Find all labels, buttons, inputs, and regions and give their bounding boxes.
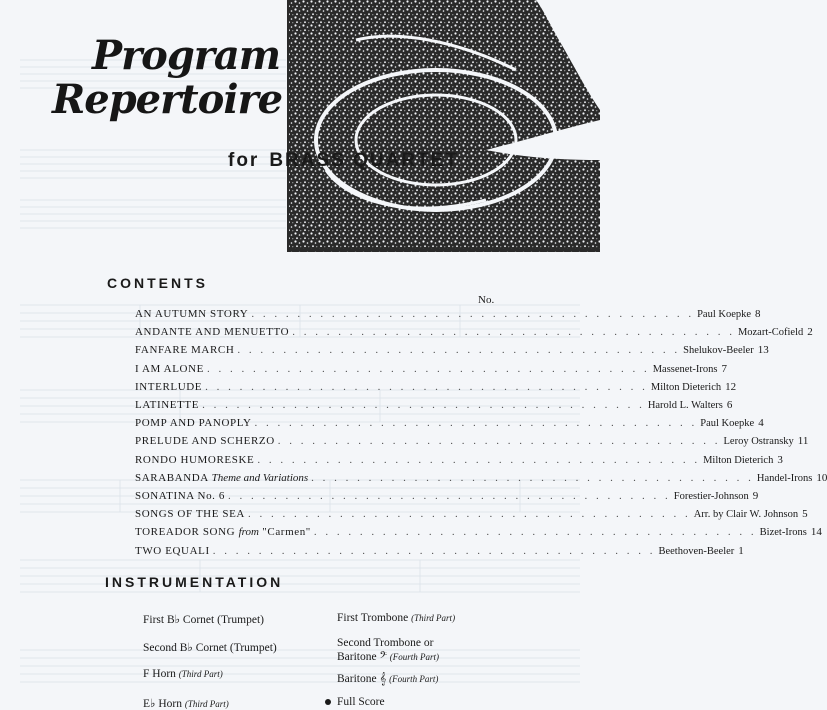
piece-number: 6 bbox=[726, 399, 733, 411]
piece-title-text: I AM ALONE bbox=[135, 362, 204, 375]
piece-author: Massenet-Irons bbox=[652, 363, 718, 375]
leader-dots: . . . . . . . . . . . . . . . . . . . . . . . . . . . . . . . . . . . . . . . bbox=[254, 417, 698, 430]
instrument-name: E♭ Horn bbox=[143, 698, 182, 710]
title-program: Program bbox=[92, 32, 281, 79]
leader-dots: . . . . . . . . . . . . . . . . . . . . . . . . . . . . . . . . . . . . . . . bbox=[277, 435, 721, 448]
contents-row bbox=[135, 526, 822, 542]
piece-author: Arr. by Clair W. Johnson bbox=[693, 509, 799, 521]
piece-title-text: POMP AND PANOPLY bbox=[135, 417, 252, 430]
piece-title-text: AN AUTUMN STORY bbox=[135, 308, 249, 320]
leader-dots: . . . . . . . . . . . . . . . . . . . . . . . . . . . . . . . . . . . . . . . bbox=[311, 471, 754, 484]
instrument-name: Second Trombone or bbox=[337, 637, 434, 649]
piece-number: 8 bbox=[755, 308, 761, 320]
leader-dots: . . . . . . . . . . . . . . . . . . . . . . . . . . . . . . . . . . . . . . . bbox=[206, 362, 650, 375]
piece-title bbox=[135, 381, 202, 393]
instrument-item bbox=[143, 696, 229, 710]
piece-author: Mozart-Cofield bbox=[737, 327, 804, 339]
horn-artwork bbox=[286, 0, 600, 252]
piece-author: Bizet-Irons bbox=[759, 527, 807, 539]
instrument-name: First B♭ Cornet (Trumpet) bbox=[143, 614, 264, 626]
instrument-item bbox=[143, 668, 223, 680]
contents-row bbox=[135, 508, 808, 524]
piece-title-text: INTERLUDE bbox=[135, 380, 203, 393]
piece-title bbox=[135, 526, 311, 538]
instrument-item bbox=[337, 673, 438, 686]
instrumentation-heading: INSTRUMENTATION bbox=[105, 574, 284, 590]
subtitle bbox=[228, 150, 459, 172]
piece-title-text: FANFARE MARCH bbox=[135, 344, 235, 357]
contents-row bbox=[135, 308, 761, 324]
piece-title-text: SARABANDA bbox=[135, 471, 209, 484]
piece-author: Leroy Ostransky bbox=[723, 436, 794, 448]
piece-title-text: TWO EQUALI bbox=[135, 544, 210, 557]
piece-author: Handel-Irons bbox=[756, 472, 813, 484]
piece-title-text: PRELUDE AND SCHERZO bbox=[135, 435, 275, 448]
piece-number: 5 bbox=[802, 508, 808, 521]
piece-title-text: SONATINA No. 6 bbox=[135, 490, 225, 502]
leader-dots: . . . . . . . . . . . . . . . . . . . . . . . . . . . . . . . . . . . . . . . bbox=[251, 308, 695, 320]
piece-title bbox=[135, 508, 245, 520]
piece-title bbox=[135, 472, 308, 484]
piece-number: 12 bbox=[725, 380, 737, 393]
contents-row bbox=[135, 326, 813, 342]
piece-number: 13 bbox=[757, 344, 769, 357]
leader-dots: . . . . . . . . . . . . . . . . . . . . . . . . . . . . . . . . . . . . . . . bbox=[205, 380, 648, 393]
piece-title bbox=[135, 417, 252, 429]
subtitle-for: for bbox=[228, 150, 260, 171]
instrument-name: Second B♭ Cornet (Trumpet) bbox=[143, 642, 277, 654]
piece-number: 4 bbox=[758, 417, 764, 430]
piece-title bbox=[135, 326, 289, 338]
contents-row bbox=[135, 435, 809, 451]
piece-author: Paul Koepke bbox=[700, 418, 755, 430]
instrument-item bbox=[337, 612, 455, 624]
piece-number: 10 bbox=[816, 471, 827, 484]
piece-author: Shelukov-Beeler bbox=[683, 345, 754, 357]
leader-dots: . . . . . . . . . . . . . . . . . . . . . . . . . . . . . . . . . . . . . . . bbox=[237, 344, 681, 357]
leader-dots: . . . . . . . . . . . . . . . . . . . . . . . . . . . . . . . . . . . . . . . bbox=[228, 490, 671, 502]
leader-dots: . . . . . . . . . . . . . . . . . . . . . . . . . . . . . . . . . . . . . . . bbox=[313, 526, 757, 539]
title-block bbox=[52, 34, 282, 122]
instrument-item bbox=[143, 612, 264, 626]
piece-title bbox=[135, 545, 210, 557]
piece-author: Harold L. Walters bbox=[647, 400, 723, 411]
contents-row bbox=[135, 344, 769, 360]
piece-title bbox=[135, 399, 199, 411]
contents-row bbox=[135, 399, 733, 415]
contents-row bbox=[135, 380, 737, 397]
leader-dots: . . . . . . . . . . . . . . . . . . . . . . . . . . . . . . . . . . . . . . . bbox=[292, 326, 735, 339]
piece-subtitle: from bbox=[238, 526, 259, 539]
contents-row bbox=[135, 362, 727, 379]
instrument-item bbox=[337, 637, 433, 649]
contents-row bbox=[135, 544, 744, 561]
instrument-name: Baritone 𝄞 bbox=[337, 673, 387, 685]
piece-title-text: RONDO HUMORESKE bbox=[135, 453, 255, 466]
piece-number: 2 bbox=[807, 326, 813, 339]
contents-row bbox=[135, 490, 759, 506]
contents-row bbox=[135, 471, 827, 488]
contents-row bbox=[135, 417, 764, 433]
subtitle-brass-quartet: BRASS QUARTET bbox=[269, 150, 459, 171]
contents-row bbox=[135, 453, 783, 470]
instrument-name: Baritone 𝄢 bbox=[337, 651, 387, 663]
piece-title-text: SONGS OF THE SEA bbox=[135, 508, 245, 521]
piece-number: 11 bbox=[797, 435, 809, 448]
instrument-name: F Horn bbox=[143, 668, 176, 680]
instrument-part-note: (Fourth Part) bbox=[389, 674, 439, 684]
piece-author: Paul Koepke bbox=[697, 309, 752, 320]
instrument-item bbox=[143, 640, 277, 654]
piece-author: Beethoven-Beeler bbox=[658, 545, 735, 557]
piece-title-text: LATINETTE bbox=[135, 399, 200, 411]
piece-title bbox=[135, 363, 204, 375]
piece-title-text: TOREADOR SONG bbox=[135, 526, 236, 539]
instrument-part-note: (Third Part) bbox=[178, 669, 223, 679]
piece-subtitle-quote: "Carmen" bbox=[262, 526, 311, 539]
no-column-label: No. bbox=[478, 294, 495, 306]
piece-author: Forestier-Johnson bbox=[673, 491, 749, 502]
piece-title bbox=[135, 344, 234, 356]
instrument-part-note: (Third Part) bbox=[184, 699, 229, 709]
piece-number: 7 bbox=[721, 362, 727, 375]
piece-number: 14 bbox=[810, 526, 822, 539]
instrument-part-note: (Third Part) bbox=[411, 613, 456, 623]
piece-number: 3 bbox=[777, 453, 783, 466]
leader-dots: . . . . . . . . . . . . . . . . . . . . . . . . . . . . . . . . . . . . . . . bbox=[202, 399, 645, 411]
piece-title bbox=[135, 454, 254, 466]
piece-author: Milton Dieterich bbox=[703, 454, 774, 466]
piece-title bbox=[135, 435, 275, 447]
piece-title bbox=[135, 308, 248, 320]
piece-title bbox=[135, 490, 225, 502]
instrument-name: First Trombone bbox=[337, 612, 409, 624]
instrument-part-note: (Fourth Part) bbox=[389, 652, 439, 662]
contents-heading: CONTENTS bbox=[107, 275, 208, 291]
piece-number: 9 bbox=[752, 490, 759, 502]
leader-dots: . . . . . . . . . . . . . . . . . . . . . . . . . . . . . . . . . . . . . . . bbox=[257, 453, 701, 466]
piece-number: 1 bbox=[738, 544, 744, 557]
leader-dots: . . . . . . . . . . . . . . . . . . . . . . . . . . . . . . . . . . . . . . . bbox=[212, 544, 656, 557]
bullet-icon bbox=[325, 699, 331, 705]
piece-author: Milton Dieterich bbox=[650, 381, 722, 393]
piece-title-text: ANDANTE AND MENUETTO bbox=[135, 326, 290, 339]
piece-subtitle: Theme and Variations bbox=[211, 471, 309, 484]
instrument-name: Full Score bbox=[337, 696, 385, 708]
title-repertoire: Repertoire bbox=[52, 76, 283, 123]
instrument-item bbox=[325, 696, 385, 708]
instrument-item bbox=[337, 651, 439, 664]
leader-dots: . . . . . . . . . . . . . . . . . . . . . . . . . . . . . . . . . . . . . . . bbox=[247, 508, 691, 521]
